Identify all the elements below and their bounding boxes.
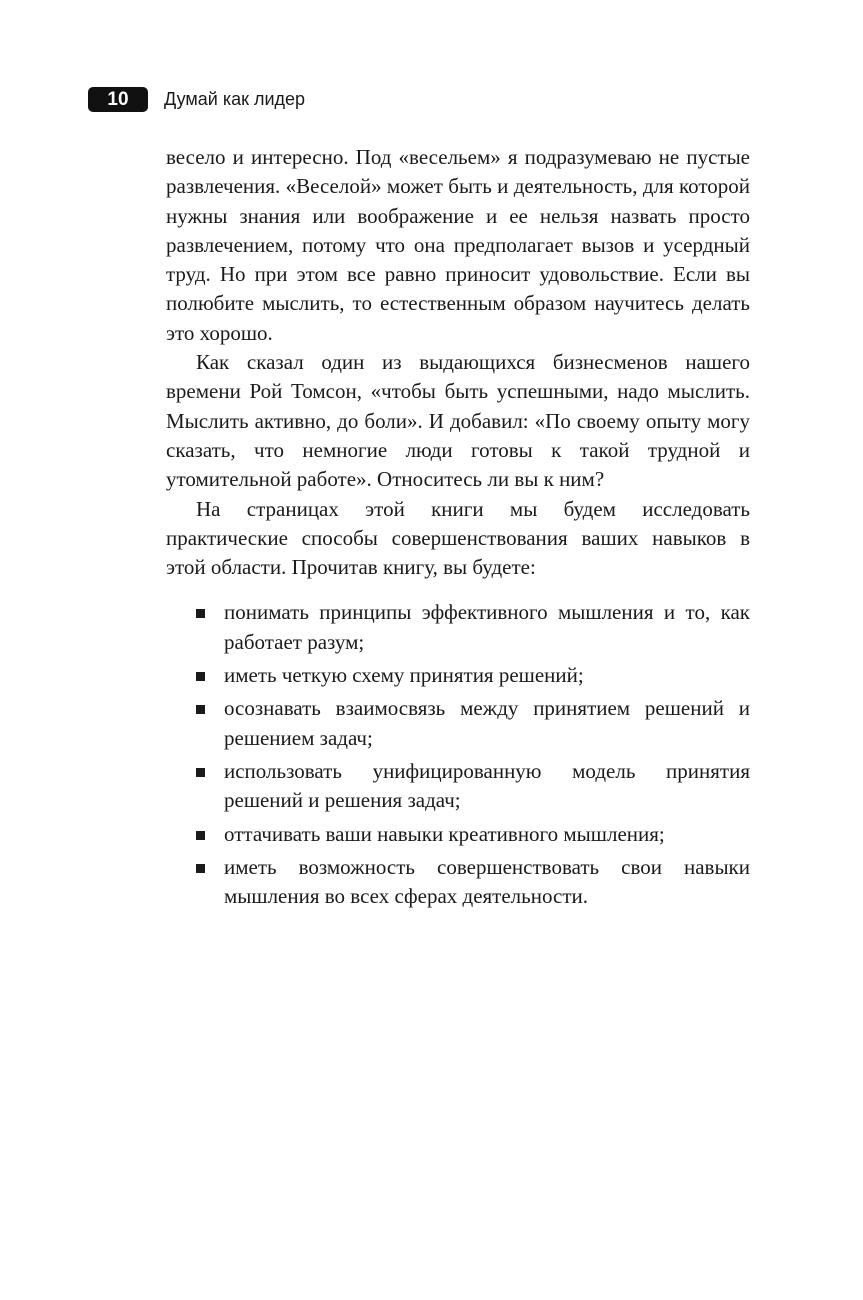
square-bullet-icon bbox=[196, 705, 205, 714]
paragraph: Как сказал один из выдающихся бизнесменов нашего времени Рой Томсон, «чтобы быть успешными, надо мыслить. Мыслить активно, до боли». И добавил: «По своему опыту могу сказать, что немногие люди готовы к такой трудной и утомительной работе». Относитесь ли вы к ним? bbox=[166, 350, 750, 492]
page-body bbox=[166, 143, 750, 915]
list-item bbox=[166, 598, 750, 657]
list-item bbox=[166, 757, 750, 816]
paragraph: весело и интересно. Под «весельем» я подразумеваю не пустые развлечения. «Веселой» может быть и деятельность, для которой нужны знания или воображение и ее нельзя назвать просто развлечением, потому что она предполагает вызов и усердный труд. Но при этом все равно приносит удовольствие. Если вы полюбите мыслить, то естественным образом научитесь делать это хорошо. bbox=[166, 145, 750, 345]
list-item-text: иметь возможность совершенствовать свои навыки мышления во всех сферах деятельности. bbox=[224, 854, 750, 909]
running-title: Думай как лидер bbox=[164, 89, 306, 109]
page-number: 10 bbox=[88, 87, 148, 112]
square-bullet-icon bbox=[196, 864, 205, 873]
list-item-text: иметь четкую схему принятия решений; bbox=[224, 663, 584, 688]
running-header bbox=[88, 87, 305, 112]
list-item-text: использовать унифицированную модель принятия решений и решения задач; bbox=[224, 758, 750, 813]
list-item-text: осознавать взаимосвязь между принятием решений и решением задач; bbox=[224, 696, 750, 750]
square-bullet-icon bbox=[196, 831, 205, 840]
bullet-list bbox=[166, 598, 750, 911]
list-item bbox=[166, 820, 750, 849]
list-item-text: понимать принципы эффективного мышления и то, как работает разум; bbox=[224, 600, 750, 654]
paragraph: На страницах этой книги мы будем исследовать практические способы совершенствования ваших навыков в этой области. Прочитав книгу, вы будете: bbox=[166, 496, 750, 580]
square-bullet-icon bbox=[196, 672, 205, 681]
square-bullet-icon bbox=[196, 609, 205, 618]
list-item bbox=[166, 661, 750, 690]
list-item-text: оттачивать ваши навыки креативного мышления; bbox=[224, 821, 665, 846]
list-item bbox=[166, 853, 750, 912]
list-item bbox=[166, 694, 750, 753]
square-bullet-icon bbox=[196, 768, 205, 777]
